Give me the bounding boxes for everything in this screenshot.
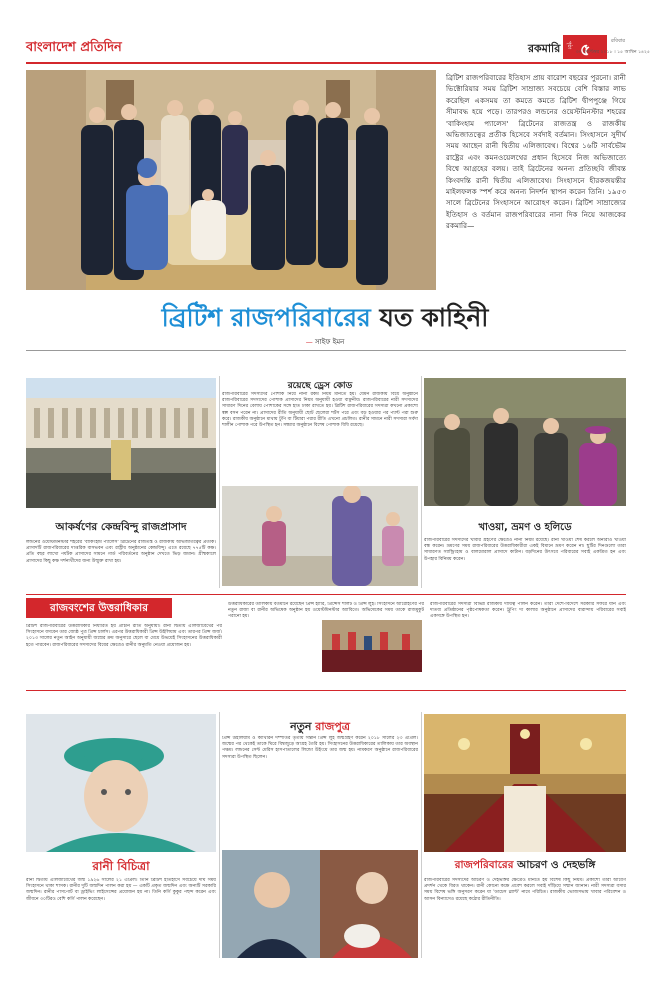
succession-bottom-rule	[26, 690, 626, 691]
byline-rule	[26, 350, 626, 351]
dress-code-text: রাজপরিবারের সদস্যদের পোশাক নিয়ে নানা রকম নিয়ম মানতে হয়। যেমন রাজকীয় বিয়ে অনুষ্ঠানে রাজপরিবারের সদস্যদের পোশাক প্রাসাদের নিয়ম অনুযায়ী হওয়া বাঞ্ছনীয়। রাজপরিবারের নারী সদস্যদের সাধারণ দিনের বেলায় পোশাকের সঙ্গে হাত ঢাকা রাখতে হয়। ব্রিটিশ রাজপরিবারের সদস্যরা কখনো প্রকাশ্যে স্বল্প বসন পরেন না। প্রাসাদের রীতি অনুযায়ী ছোট ছেলেরা শর্টস পরে এবং বড় হওয়ার পর প্যান্ট পরা শুরু করে। রাজকীয় অনুষ্ঠানে মাথায় টুপি বা টিয়ারা পরার রীতি এখনো প্রচলিত। রানীর সামনে নারী সদস্যরা সর্বদা শালীন পোশাক পরে উপস্থিত হন। সন্ধ্যার অনুষ্ঠানে বিশেষ পোশাক বিধি রয়েছে।	[222, 392, 418, 429]
masthead: বাংলাদেশ প্রতিদিন	[26, 40, 122, 55]
queen-heading	[26, 858, 216, 878]
col-rule-3	[219, 712, 220, 958]
succession-heading-box	[26, 598, 172, 618]
banquet-hall-photo	[424, 714, 626, 852]
children-photo	[222, 486, 418, 586]
byline-dash: —	[305, 338, 313, 346]
balcony-photo	[322, 620, 422, 672]
etiquette-heading-a: রাজপরিবারের	[454, 859, 514, 871]
lead-intro: ব্রিটিশ রাজপরিবারের ইতিহাস প্রায় বারোশ বছরের পুরনো। রানী ভিক্টোরিয়ার সময় ব্রিটিশ সাম্রাজ্য সবচেয়ে বেশি বিস্তার লাভ করেছিল একসময় তা কমতে কমতে ব্রিটিশ দ্বীপপুঞ্জে গিয়ে সীমাবদ্ধ হয়ে পড়ে। তারপরও লন্ডনের ওয়েস্টমিনস্টার শহরের 'বাকিংহাম প্যালেস' ব্রিটেনের রাজতন্ত্র ও রাজকীয় অভিজাতত্বের প্রতীক হিসেবে সর্বদাই বর্তমান। সিংহাসনে সুদীর্ঘ সময় আছেন রানী দ্বিতীয় এলিজাবেথ। বিশ্বের ১৬টি সার্বভৌম রাষ্ট্রের এবং কমনওয়েলথের প্রধান হিসেবে নিজ অভিজাত্যে বিশ্বে আগ্রহের বলয়। তাই ব্রিটেনের অনন্য প্রতিচ্ছবি জীবন্ত কিংবদন্তি রানী দ্বিতীয় এলিজাবেথ। সিংহাসনে হীরকজয়ন্তীর মাইলফলক স্পর্শ করে অনন্য নিদর্শন স্থাপন করেন তিনি। ১৯৫৩ সালে ব্রিটেনের সিংহাসনে আরোহণ করেন। ব্রিটিশ সাম্রাজ্যের ইতিহাস ও বর্তমান রাজপরিবারের নানা দিক নিয়ে আজকের রকমারি—	[446, 73, 626, 231]
palace-heading: আকর্ষণের কেন্দ্রবিন্দু রাজপ্রাসাদ	[55, 521, 187, 533]
headline-main: ব্রিটিশ রাজপরিবারের	[161, 303, 371, 332]
succession-top-rule	[26, 594, 626, 595]
page-no: ৫	[580, 40, 591, 59]
succession-heading: রাজবংশের উত্তরাধিকার	[49, 602, 148, 614]
etiquette-heading-b: আচরণ ও দেহভঙ্গি	[513, 859, 596, 871]
palace-photo	[26, 378, 216, 508]
etiquette-text: রাজপরিবারের সদস্যদের আচরণ ও দেহভঙ্গির ক্ষেত্রেও মানতে হয় বিশেষ কিছু নিয়ম। প্রকাশ্যে তারা আবেগ প্রদর্শন থেকে বিরত থাকেন। রানী কোনো কক্ষে প্রবেশ করলে সবাই দাঁড়িয়ে সম্মান জানান। নারী সদস্যরা বসার সময় বিশেষ ভঙ্গি অনুসরণ করেন যা 'ডাচেস স্ল্যান্ট' নামে পরিচিত। রাজকীয় ভোজসভায় খাবার পরিবেশন ও আসন বিন্যাসেও রয়েছে কঠোর রীতিনীতি।	[424, 878, 626, 902]
col-rule-1	[219, 376, 220, 588]
header-weekday: রবিবার	[611, 38, 625, 44]
col-rule-2	[421, 376, 422, 588]
header-date: ৩০ সেপ্টেম্বর ২০১৮ । ১৫ আশ্বিন ১৪২৫	[575, 50, 650, 55]
queen-heading-text: রানী বিচিত্রা	[92, 859, 150, 873]
succession-text-3: রাজপরিবারের সদস্যরা বিভিন্ন রাজকীয় দায়িত্ব পালন করেন। তারা দেশে-বিদেশে সরকারি সফরে যান এবং দাতব্য প্রতিষ্ঠানের পৃষ্ঠপোষকতা করেন। ট্রুপিং দ্য কালার অনুষ্ঠানে প্রাসাদের বারান্দায় পরিবারের সবাই একসঙ্গে উপস্থিত হন।	[430, 602, 626, 620]
header-rule	[26, 62, 626, 64]
col-rule-4	[421, 712, 422, 958]
headline	[0, 298, 650, 341]
royal-family-photo	[26, 70, 436, 290]
food-text: রাজপরিবারের সদস্যদের খাবার গ্রহণের ক্ষেত্রেও নানা নিয়ম রয়েছে। রানী খাওয়া শেষ করলে অন্যরাও খাওয়া বন্ধ করেন। ভ্রমণের সময় রাজপরিবারের উত্তরাধিকারীরা একই বিমানে ভ্রমণ করেন না। ছুটির দিনগুলো তারা সাধারণত স্যান্ড্রিংহাম ও বালমোরাল প্রাসাদে কাটান। বড়দিনের উৎসবে পরিবারের সবাই একত্রিত হন এবং উপহার বিনিময় করেন।	[424, 538, 626, 562]
headline-rest: যত কাহিনী	[370, 303, 489, 332]
palace-text: লন্ডনের ওয়েস্টমিনস্টার শহরের 'বাকিংহাম প্যালেস' ব্রিটেনের রাজতন্ত্র ও রাজকীয় অভিজাতত্বের প্রতীক। প্রাসাদটি রাজপরিবারের দাপ্তরিক বাসভবন এবং রাষ্ট্রীয় অনুষ্ঠানের কেন্দ্রবিন্দু। এতে রয়েছে ৭৭৫টি কক্ষ। প্রতি বছর লাখো পর্যটক প্রাসাদের সামনে গার্ড পরিবর্তনের অনুষ্ঠান দেখতে ভিড় জমান। গ্রীষ্মকালে প্রাসাদের কিছু কক্ষ দর্শনার্থীদের জন্য উন্মুক্ত রাখা হয়।	[26, 540, 216, 564]
byline	[0, 336, 650, 348]
byline-author: সাইফ ইমন	[314, 338, 345, 346]
dress-code-heading: রয়েছে ড্রেস কোড	[287, 381, 353, 391]
new-member-heading-a: নতুন	[290, 720, 316, 733]
food-heading: খাওয়া, ভ্রমণ ও হলিডে	[478, 522, 572, 533]
etiquette-heading	[424, 858, 626, 875]
royals-dining-photo	[424, 378, 626, 506]
page-word: পৃষ্ঠা	[566, 41, 572, 50]
section-name: রকমারি	[528, 42, 561, 55]
queen-photo	[26, 714, 216, 852]
queen-text: রানী দ্বিতীয় এলিজাবেথের জন্ম ১৯২৬ সালের ২১ এপ্রিল। তিনি ব্রিটিশ ইতিহাসে সবচেয়ে দীর্ঘ সময় সিংহাসনে থাকা শাসক। রানীর দুটি জন্মদিন পালন করা হয় — একটি প্রকৃত জন্মদিন এবং অন্যটি সরকারি জন্মদিন। রানীর পাসপোর্ট বা ড্রাইভিং লাইসেন্সের প্রয়োজন হয় না। তিনি কর্গি কুকুর পছন্দ করেন এবং জীবনে ৩০টিরও বেশি কর্গি পালন করেছেন।	[26, 878, 216, 902]
succession-text-2: উত্তরাধিকারের তালিকায় বর্তমানে রয়েছেন প্রিন্স হ্যারি, প্রিন্সেস শার্লট ও প্রিন্স লুই। সিংহাসনে আরোহণের পর নতুন রাজা বা রানীর অভিষেক অনুষ্ঠান হয় ওয়েস্টমিনস্টার অ্যাবিতে। অভিষেকের সময় তাকে রাজমুকুট পরানো হয়।	[228, 602, 424, 620]
new-member-text: প্রিন্স উইলিয়াম ও ক্যাথরিন দম্পতির তৃতীয় সন্তান প্রিন্স লুই জন্মগ্রহণ করেন ২০১৮ সালের ২৩ এপ্রিল। জন্মের পর থেকেই তাকে ঘিরে বিশ্বজুড়ে আগ্রহ তৈরি হয়। সিংহাসনের উত্তরাধিকারের তালিকায় তার অবস্থান পঞ্চম। লন্ডনের সেন্ট মেরিস হাসপাতালের লিন্ডো উইংয়ে তার জন্ম হয়। নামকরণ অনুষ্ঠানে রাজপরিবারের সদস্যরা উপস্থিত ছিলেন।	[222, 736, 418, 760]
prince-and-baby-photo	[222, 850, 418, 958]
new-member-heading	[222, 718, 418, 737]
new-member-heading-b: রাজপুত্র	[315, 720, 350, 733]
succession-text: ব্রিটিশ রাজপরিবারের উত্তরাধিকার নির্ধারিত হয় প্রাচীন রীতি অনুযায়ী। রানী দ্বিতীয় এলিজাবেথের পর সিংহাসনে বসবেন তার জ্যেষ্ঠ পুত্র প্রিন্স চার্লস। এরপর উত্তরাধিকারী প্রিন্স উইলিয়াম এবং তারপর প্রিন্স জর্জ। ২০১৩ সালের নতুন আইন অনুযায়ী জন্মের ক্রম অনুসারে ছেলে বা মেয়ে উভয়েই সিংহাসনের উত্তরাধিকারী হতে পারবেন। রাজপরিবারের সদস্যদের বিয়ের ক্ষেত্রেও রানীর অনুমতি নেওয়া প্রয়োজন হয়।	[26, 624, 222, 648]
